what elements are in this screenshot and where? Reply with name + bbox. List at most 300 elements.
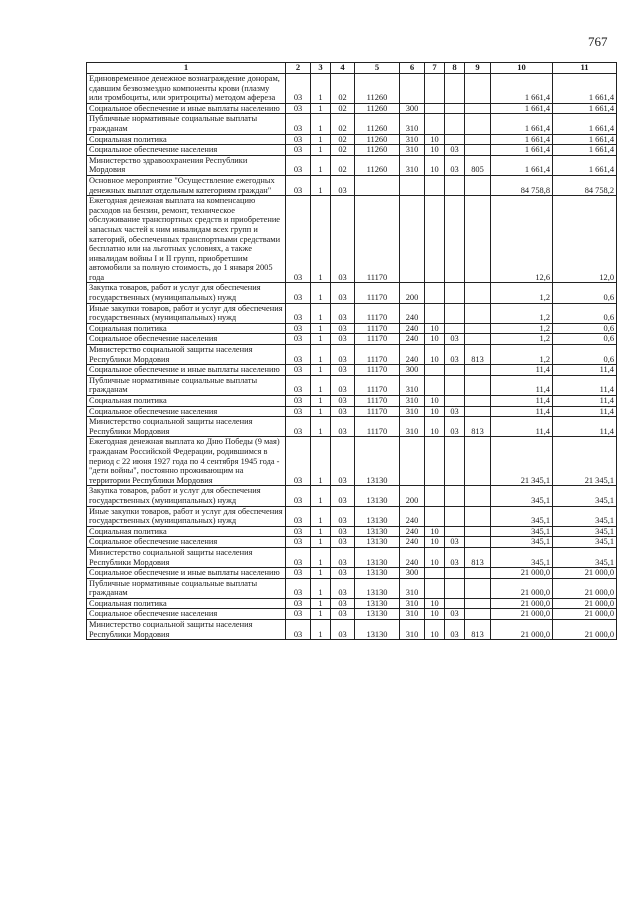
code-col-8	[445, 396, 465, 407]
table-row	[87, 375, 617, 395]
code-col-5: 11170	[355, 345, 400, 365]
code-col-7: 10	[425, 406, 445, 417]
code-col-3: 1	[311, 323, 331, 334]
code-col-4: 03	[331, 609, 355, 620]
table-row	[87, 175, 617, 195]
code-col-6: 240	[400, 506, 425, 526]
code-col-8: 03	[445, 145, 465, 156]
code-col-9	[465, 334, 491, 345]
item-name: Публичные нормативные социальные выплаты гражданам	[87, 375, 286, 395]
table-row	[87, 303, 617, 323]
code-col-6	[400, 74, 425, 104]
code-col-6	[400, 175, 425, 195]
code-col-6	[400, 437, 425, 486]
amount-col-11: 11,4	[553, 406, 617, 417]
code-col-5: 13130	[355, 526, 400, 537]
code-col-9	[465, 486, 491, 506]
code-col-2: 03	[286, 486, 311, 506]
code-col-8	[445, 568, 465, 579]
code-col-7: 10	[425, 598, 445, 609]
code-col-2: 03	[286, 365, 311, 376]
code-col-9	[465, 114, 491, 134]
item-name: Министерство социальной защиты населения Республики Мордовия	[87, 620, 286, 640]
code-col-2: 03	[286, 506, 311, 526]
code-col-5	[355, 175, 400, 195]
code-col-9	[465, 396, 491, 407]
amount-col-11: 21 345,1	[553, 437, 617, 486]
code-col-6: 300	[400, 365, 425, 376]
amount-col-11: 345,1	[553, 506, 617, 526]
code-col-2: 03	[286, 334, 311, 345]
table-row	[87, 598, 617, 609]
code-col-2: 03	[286, 145, 311, 156]
column-header: 3	[311, 63, 331, 74]
code-col-3: 1	[311, 345, 331, 365]
item-name: Социальное обеспечение населения	[87, 406, 286, 417]
code-col-9	[465, 145, 491, 156]
item-name: Социальная политика	[87, 134, 286, 145]
code-col-6: 310	[400, 155, 425, 175]
amount-col-10: 1 661,4	[491, 74, 553, 104]
code-col-3: 1	[311, 598, 331, 609]
code-col-2: 03	[286, 537, 311, 548]
amount-col-10: 84 758,8	[491, 175, 553, 195]
amount-col-11: 1 661,4	[553, 134, 617, 145]
code-col-6: 310	[400, 375, 425, 395]
code-col-2: 03	[286, 620, 311, 640]
code-col-3: 1	[311, 155, 331, 175]
amount-col-11: 1 661,4	[553, 155, 617, 175]
code-col-6: 240	[400, 323, 425, 334]
code-col-4: 02	[331, 74, 355, 104]
code-col-5: 11260	[355, 155, 400, 175]
table-row	[87, 437, 617, 486]
amount-col-11: 21 000,0	[553, 609, 617, 620]
code-col-9	[465, 406, 491, 417]
code-col-9	[465, 323, 491, 334]
code-col-8	[445, 323, 465, 334]
code-col-2: 03	[286, 578, 311, 598]
amount-col-11: 21 000,0	[553, 620, 617, 640]
code-col-6: 240	[400, 303, 425, 323]
code-col-7	[425, 437, 445, 486]
code-col-6: 310	[400, 417, 425, 437]
code-col-9	[465, 103, 491, 114]
item-name: Основное мероприятие "Осуществление ежегодных денежных выплат отдельным категориям граждан"	[87, 175, 286, 195]
code-col-4: 03	[331, 283, 355, 303]
code-col-2: 03	[286, 175, 311, 195]
code-col-5: 11260	[355, 103, 400, 114]
code-col-4: 02	[331, 145, 355, 156]
code-col-2: 03	[286, 609, 311, 620]
code-col-3: 1	[311, 396, 331, 407]
code-col-2: 03	[286, 114, 311, 134]
code-col-5: 13130	[355, 547, 400, 567]
code-col-6: 240	[400, 334, 425, 345]
code-col-7	[425, 196, 445, 283]
item-name: Публичные нормативные социальные выплаты гражданам	[87, 114, 286, 134]
amount-col-10: 11,4	[491, 417, 553, 437]
code-col-9: 805	[465, 155, 491, 175]
code-col-8	[445, 486, 465, 506]
amount-col-11: 0,6	[553, 283, 617, 303]
item-name: Ежегодная денежная выплата ко Дню Победы (9 мая) гражданам Российской Федерации, родившимся в период с 22 июня 1927 года по 4 сентября 1945 года - "дети войны", постоянно проживающим на территории Республики Мордовия	[87, 437, 286, 486]
amount-col-10: 1,2	[491, 323, 553, 334]
code-col-9	[465, 74, 491, 104]
code-col-7	[425, 365, 445, 376]
code-col-5: 13130	[355, 620, 400, 640]
code-col-8: 03	[445, 345, 465, 365]
code-col-7: 10	[425, 417, 445, 437]
code-col-5: 11170	[355, 303, 400, 323]
code-col-7: 10	[425, 609, 445, 620]
amount-col-11: 12,0	[553, 196, 617, 283]
amount-col-11: 1 661,4	[553, 74, 617, 104]
code-col-5: 11170	[355, 406, 400, 417]
code-col-3: 1	[311, 103, 331, 114]
code-col-8	[445, 437, 465, 486]
code-col-3: 1	[311, 303, 331, 323]
code-col-6: 240	[400, 345, 425, 365]
code-col-2: 03	[286, 598, 311, 609]
code-col-4: 03	[331, 345, 355, 365]
code-col-5: 11170	[355, 375, 400, 395]
code-col-3: 1	[311, 175, 331, 195]
item-name: Министерство социальной защиты населения Республики Мордовия	[87, 547, 286, 567]
code-col-3: 1	[311, 114, 331, 134]
column-header: 10	[491, 63, 553, 74]
code-col-3: 1	[311, 486, 331, 506]
code-col-3: 1	[311, 609, 331, 620]
table-row	[87, 323, 617, 334]
code-col-9: 813	[465, 620, 491, 640]
code-col-7	[425, 568, 445, 579]
code-col-3: 1	[311, 547, 331, 567]
code-col-5: 11170	[355, 334, 400, 345]
code-col-8	[445, 283, 465, 303]
code-col-7	[425, 303, 445, 323]
code-col-8	[445, 578, 465, 598]
code-col-5: 11260	[355, 134, 400, 145]
code-col-2: 03	[286, 283, 311, 303]
code-col-6: 310	[400, 114, 425, 134]
code-col-2: 03	[286, 345, 311, 365]
amount-col-10: 1 661,4	[491, 134, 553, 145]
item-name: Социальное обеспечение населения	[87, 145, 286, 156]
code-col-8	[445, 375, 465, 395]
amount-col-10: 1,2	[491, 283, 553, 303]
item-name: Социальное обеспечение населения	[87, 609, 286, 620]
code-col-9	[465, 537, 491, 548]
column-header: 6	[400, 63, 425, 74]
code-col-2: 03	[286, 303, 311, 323]
table-row	[87, 506, 617, 526]
code-col-3: 1	[311, 620, 331, 640]
column-header: 8	[445, 63, 465, 74]
code-col-9	[465, 134, 491, 145]
code-col-5: 11170	[355, 396, 400, 407]
code-col-6: 200	[400, 283, 425, 303]
code-col-5: 13130	[355, 537, 400, 548]
table-row	[87, 114, 617, 134]
column-header: 2	[286, 63, 311, 74]
code-col-5: 11260	[355, 74, 400, 104]
code-col-7	[425, 74, 445, 104]
table-row	[87, 155, 617, 175]
code-col-7	[425, 506, 445, 526]
amount-col-10: 345,1	[491, 506, 553, 526]
code-col-6: 310	[400, 396, 425, 407]
amount-col-10: 345,1	[491, 547, 553, 567]
amount-col-10: 21 000,0	[491, 568, 553, 579]
code-col-2: 03	[286, 155, 311, 175]
amount-col-10: 1,2	[491, 345, 553, 365]
code-col-4: 03	[331, 323, 355, 334]
code-col-2: 03	[286, 196, 311, 283]
code-col-8: 03	[445, 417, 465, 437]
amount-col-10: 21 000,0	[491, 578, 553, 598]
table-row	[87, 103, 617, 114]
code-col-6: 240	[400, 547, 425, 567]
amount-col-11: 21 000,0	[553, 598, 617, 609]
header-row	[87, 63, 617, 74]
code-col-7	[425, 375, 445, 395]
amount-col-11: 0,6	[553, 345, 617, 365]
item-name: Социальная политика	[87, 396, 286, 407]
item-name: Министерство здравоохранения Республики Мордовия	[87, 155, 286, 175]
code-col-2: 03	[286, 406, 311, 417]
amount-col-10: 21 000,0	[491, 598, 553, 609]
amount-col-11: 11,4	[553, 375, 617, 395]
code-col-3: 1	[311, 437, 331, 486]
code-col-3: 1	[311, 334, 331, 345]
item-name: Социальная политика	[87, 323, 286, 334]
code-col-9	[465, 578, 491, 598]
code-col-6: 310	[400, 578, 425, 598]
code-col-5: 13130	[355, 578, 400, 598]
code-col-3: 1	[311, 568, 331, 579]
code-col-4: 02	[331, 134, 355, 145]
item-name: Иные закупки товаров, работ и услуг для обеспечения государственных (муниципальных) нужд	[87, 506, 286, 526]
amount-col-10: 345,1	[491, 486, 553, 506]
code-col-9: 813	[465, 417, 491, 437]
code-col-7: 10	[425, 537, 445, 548]
code-col-3: 1	[311, 526, 331, 537]
table-row	[87, 486, 617, 506]
code-col-3: 1	[311, 406, 331, 417]
table-row	[87, 537, 617, 548]
amount-col-11: 1 661,4	[553, 114, 617, 134]
code-col-5: 13130	[355, 437, 400, 486]
item-name: Социальное обеспечение населения	[87, 537, 286, 548]
code-col-5: 11170	[355, 365, 400, 376]
table-row	[87, 283, 617, 303]
item-name: Закупка товаров, работ и услуг для обеспечения государственных (муниципальных) нужд	[87, 283, 286, 303]
page-number: 767	[588, 34, 608, 49]
table-row	[87, 345, 617, 365]
code-col-4: 03	[331, 417, 355, 437]
code-col-7: 10	[425, 145, 445, 156]
amount-col-11: 21 000,0	[553, 578, 617, 598]
item-name: Министерство социальной защиты населения Республики Мордовия	[87, 417, 286, 437]
code-col-4: 03	[331, 526, 355, 537]
amount-col-11: 11,4	[553, 365, 617, 376]
code-col-3: 1	[311, 145, 331, 156]
code-col-7: 10	[425, 134, 445, 145]
table-row	[87, 547, 617, 567]
code-col-3: 1	[311, 74, 331, 104]
code-col-3: 1	[311, 417, 331, 437]
code-col-8: 03	[445, 155, 465, 175]
code-col-8	[445, 365, 465, 376]
amount-col-10: 11,4	[491, 365, 553, 376]
code-col-2: 03	[286, 375, 311, 395]
code-col-4: 03	[331, 437, 355, 486]
code-col-3: 1	[311, 196, 331, 283]
amount-col-11: 1 661,4	[553, 145, 617, 156]
code-col-9	[465, 437, 491, 486]
amount-col-10: 345,1	[491, 526, 553, 537]
code-col-7: 10	[425, 345, 445, 365]
amount-col-10: 12,6	[491, 196, 553, 283]
table-row	[87, 620, 617, 640]
code-col-6: 310	[400, 620, 425, 640]
code-col-9: 813	[465, 547, 491, 567]
amount-col-10: 1,2	[491, 303, 553, 323]
table-row	[87, 609, 617, 620]
table-row	[87, 74, 617, 104]
code-col-5: 13130	[355, 598, 400, 609]
code-col-4: 03	[331, 537, 355, 548]
item-name: Ежегодная денежная выплата на компенсацию расходов на бензин, ремонт, техническое обслуживание транспортных средств и приобретение запасных частей к ним инвалидам всех групп и категорий, обеспеченных транспортными средствами бесплатно или на льготных условиях, а также инвалидам войны I и II групп, приобретшим автомобили за полную стоимость, до 1 января 2005 года	[87, 196, 286, 283]
code-col-7: 10	[425, 334, 445, 345]
code-col-6: 240	[400, 537, 425, 548]
code-col-7	[425, 114, 445, 134]
code-col-8	[445, 175, 465, 195]
amount-col-10: 21 345,1	[491, 437, 553, 486]
code-col-8: 03	[445, 537, 465, 548]
code-col-8	[445, 506, 465, 526]
code-col-7	[425, 486, 445, 506]
code-col-6	[400, 196, 425, 283]
amount-col-10: 1 661,4	[491, 114, 553, 134]
code-col-2: 03	[286, 396, 311, 407]
amount-col-11: 0,6	[553, 323, 617, 334]
code-col-5: 11260	[355, 114, 400, 134]
code-col-4: 03	[331, 506, 355, 526]
table-row	[87, 196, 617, 283]
item-name: Социальная политика	[87, 598, 286, 609]
code-col-7: 10	[425, 396, 445, 407]
item-name: Иные закупки товаров, работ и услуг для обеспечения государственных (муниципальных) нужд	[87, 303, 286, 323]
code-col-2: 03	[286, 103, 311, 114]
amount-col-11: 11,4	[553, 396, 617, 407]
code-col-9	[465, 526, 491, 537]
item-name: Социальная политика	[87, 526, 286, 537]
code-col-4: 03	[331, 598, 355, 609]
code-col-4: 03	[331, 365, 355, 376]
amount-col-10: 11,4	[491, 406, 553, 417]
amount-col-10: 1 661,4	[491, 145, 553, 156]
code-col-9: 813	[465, 345, 491, 365]
code-col-2: 03	[286, 417, 311, 437]
item-name: Министерство социальной защиты населения Республики Мордовия	[87, 345, 286, 365]
item-name: Единовременное денежное вознаграждение донорам, сдавшим безвозмездно компоненты крови (плазму или тромбоциты, или эритроциты) методом афереза	[87, 74, 286, 104]
table-row	[87, 406, 617, 417]
table-row	[87, 568, 617, 579]
table-row	[87, 526, 617, 537]
table-row	[87, 334, 617, 345]
budget-table	[86, 62, 617, 640]
code-col-9	[465, 568, 491, 579]
column-header: 4	[331, 63, 355, 74]
column-header: 11	[553, 63, 617, 74]
amount-col-11: 345,1	[553, 486, 617, 506]
amount-col-10: 21 000,0	[491, 620, 553, 640]
amount-col-10: 11,4	[491, 375, 553, 395]
item-name: Социальное обеспечение и иные выплаты населению	[87, 568, 286, 579]
code-col-5: 11170	[355, 417, 400, 437]
table-row	[87, 145, 617, 156]
code-col-9	[465, 609, 491, 620]
amount-col-11: 345,1	[553, 526, 617, 537]
code-col-8: 03	[445, 334, 465, 345]
item-name: Публичные нормативные социальные выплаты гражданам	[87, 578, 286, 598]
code-col-8	[445, 526, 465, 537]
amount-col-10: 1 661,4	[491, 155, 553, 175]
code-col-2: 03	[286, 323, 311, 334]
code-col-8	[445, 134, 465, 145]
table-row	[87, 578, 617, 598]
code-col-2: 03	[286, 526, 311, 537]
amount-col-10: 1 661,4	[491, 103, 553, 114]
code-col-5: 13130	[355, 609, 400, 620]
code-col-6: 310	[400, 609, 425, 620]
code-col-8: 03	[445, 406, 465, 417]
code-col-3: 1	[311, 283, 331, 303]
code-col-8	[445, 196, 465, 283]
code-col-6: 310	[400, 134, 425, 145]
code-col-3: 1	[311, 578, 331, 598]
code-col-7	[425, 283, 445, 303]
code-col-7	[425, 175, 445, 195]
code-col-7: 10	[425, 526, 445, 537]
code-col-6: 300	[400, 103, 425, 114]
code-col-8	[445, 103, 465, 114]
column-header: 9	[465, 63, 491, 74]
code-col-9	[465, 175, 491, 195]
amount-col-11: 21 000,0	[553, 568, 617, 579]
code-col-2: 03	[286, 134, 311, 145]
code-col-4: 02	[331, 103, 355, 114]
code-col-5: 13130	[355, 506, 400, 526]
code-col-7: 10	[425, 547, 445, 567]
code-col-3: 1	[311, 365, 331, 376]
code-col-5: 13130	[355, 486, 400, 506]
amount-col-10: 11,4	[491, 396, 553, 407]
code-col-9	[465, 283, 491, 303]
code-col-2: 03	[286, 568, 311, 579]
code-col-4: 03	[331, 620, 355, 640]
table-row	[87, 365, 617, 376]
amount-col-11: 0,6	[553, 303, 617, 323]
code-col-6: 310	[400, 598, 425, 609]
code-col-9	[465, 365, 491, 376]
code-col-4: 03	[331, 568, 355, 579]
code-col-4: 03	[331, 334, 355, 345]
code-col-7	[425, 103, 445, 114]
code-col-4: 03	[331, 578, 355, 598]
